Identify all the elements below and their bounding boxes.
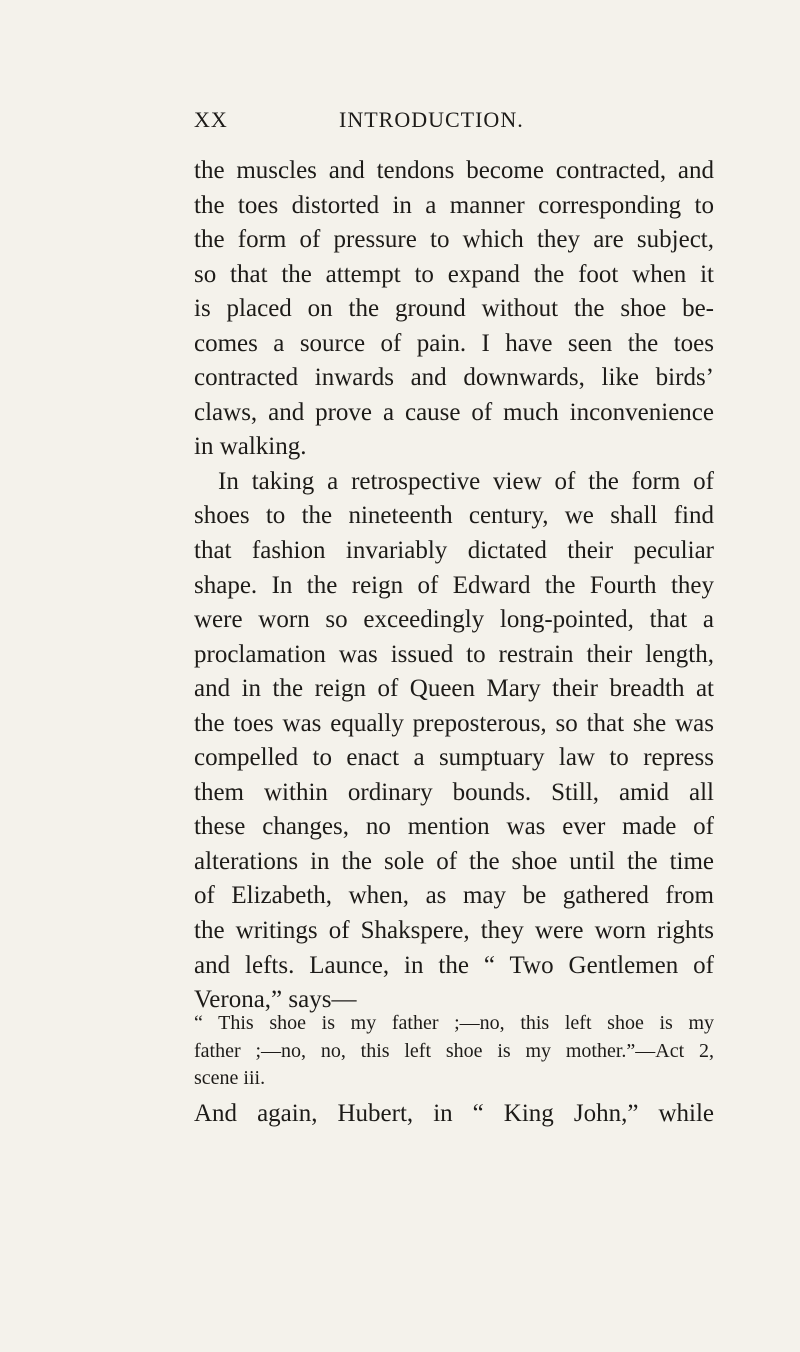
text-line: that fashion invariably dictated their peculiar [194,537,714,565]
text-line: In taking a retrospective view of the form of [218,467,714,495]
text-line: And again, Hubert, in “ King John,” while [194,1100,714,1127]
tail-text [194,1097,714,1132]
page-number: XX [194,107,228,132]
text-line: and lefts. Launce, in the “ Two Gentlemen of [194,951,714,979]
text-line: shoes to the nineteenth century, we shall find [194,502,714,530]
quote-line: “ This shoe is my father ;—no, this left shoe is my [194,1012,714,1034]
text-line: of Elizabeth, when, as may be gathered from [194,882,714,910]
text-line: the muscles and tendons become contracted, and [194,157,714,184]
text-line: in walking. [194,433,307,461]
running-head [194,106,714,134]
text-line: alterations in the sole of the shoe until the time [194,847,714,875]
text-line: claws, and prove a cause of much inconvenience [194,398,714,426]
text-line: so that the attempt to expand the foot when it [194,260,714,288]
body-text [194,154,714,1094]
text-line: and in the reign of Queen Mary their breadth at [194,675,714,703]
text-line: contracted inwards and downwards, like birds’ [194,364,714,392]
text-line: proclamation was issued to restrain their length, [194,640,714,668]
text-line: is placed on the ground without the shoe be- [194,295,714,323]
text-line: were worn so exceedingly long-pointed, that a [194,606,714,634]
text-line: comes a source of pain. I have seen the toes [194,329,714,357]
text-line: the toes distorted in a manner corresponding to [194,191,714,219]
quote-line: father ;—no, no, this left shoe is my mother.”—Act 2, [194,1039,714,1062]
quotation [194,1010,714,1093]
text-line: them within ordinary bounds. Still, amid all [194,778,714,806]
running-title: INTRODUCTION. [339,107,524,132]
text-line: the toes was equally preposterous, so that she was [194,709,714,737]
text-line: the writings of Shakspere, they were worn rights [194,917,714,945]
text-line: compelled to enact a sumptuary law to repress [194,744,714,772]
quote-line: scene iii. [194,1067,266,1089]
text-line: these changes, no mention was ever made of [194,813,714,841]
text-line: the form of pressure to which they are subject, [194,226,714,254]
text-line: shape. In the reign of Edward the Fourth they [194,571,714,599]
text-line: Verona,” says— [194,986,357,1014]
